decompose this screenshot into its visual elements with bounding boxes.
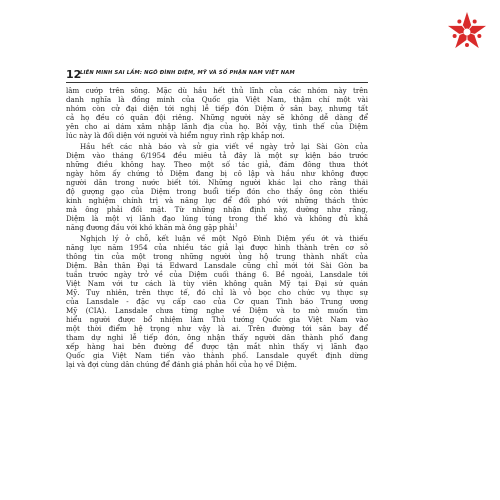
logo-dot xyxy=(453,34,457,38)
logo-dot xyxy=(477,34,481,38)
text-line: cả họ đều có quân đội riêng. Những người này sẽ không dễ dàng để xyxy=(66,113,368,122)
running-title: LIÊN MINH SAI LẦM: NGÔ ĐÌNH DIỆM, MỸ VÀ SỐ PHẬN NAM VIỆT NAM xyxy=(80,70,295,76)
footnote-mark: 1 xyxy=(234,223,238,229)
text-line: tuần trước ngày trở về của Diệm cuối tháng 6. Bề ngoài, Lansdale tới xyxy=(66,270,368,279)
text-line: Diệm. Bản thân Đại tá Edward Lansdale cũng chỉ mới tới Sài Gòn ba xyxy=(66,261,368,270)
text-line: danh nghĩa là đồng minh của Quốc gia Việt Nam, thậm chí một vài xyxy=(66,95,368,104)
text-line: năng lực năm 1954 của nhiều tác giả lại được hình thành trên cơ sở xyxy=(66,243,368,252)
page-header xyxy=(66,70,368,83)
text-line: lại và đợi cùng dân chúng để đánh giá phản hồi của họ về Diệm. xyxy=(66,360,297,369)
text-line: Việt Nam với tư cách là tùy viên không quân Mỹ tại Đại sứ quán xyxy=(66,279,368,288)
text-line: Quốc gia Việt Nam tiến vào thành phố. Lansdale quyết định dừng xyxy=(66,351,368,360)
text-line: của Lansdale - đặc vụ cấp cao của Cơ quan Tình báo Trung ương xyxy=(66,297,368,306)
text-line: xếp hàng hai bên đường để được tận mắt nhìn thấy vị lãnh đạo xyxy=(66,342,368,351)
text-line: Hầu hết các nhà báo và sử gia viết về ngày trở lại Sài Gòn của xyxy=(80,142,368,151)
logo-dot xyxy=(473,19,477,23)
logo-dot xyxy=(465,43,469,47)
text-line: Mỹ. Tuy nhiên, trên thực tế, đó chỉ là vỏ bọc cho chức vụ thực sự xyxy=(66,288,368,297)
text-line: lúc này là đối diện với người và hiểm nguy rình rập khắp nơi. xyxy=(66,131,285,140)
text-line: lâm cướp trên sông. Mặc dù hầu hết thủ lĩnh của các nhóm này trên xyxy=(66,86,368,95)
text-line: Diệm là một vị lãnh đạo lúng túng trong thế khó và không đủ khả xyxy=(66,214,368,223)
text-line: yên cho ai dám xâm nhập lãnh địa của họ. Bởi vậy, tình thế của Diệm xyxy=(66,122,368,131)
logo-center xyxy=(464,29,471,36)
text-line xyxy=(66,223,368,232)
text-line: hiểu người được bổ nhiệm làm Thủ tướng Quốc gia Việt Nam vào xyxy=(66,315,368,324)
text-line: tham dự nghi lễ tiếp đón, ông nhận thấy người dân thành phố đang xyxy=(66,333,368,342)
text-line: người dân trong nước biết tới. Những người khác lại cho rằng thái xyxy=(66,178,368,187)
text-line: những điều không hay. Theo một số tác giả, đám đông thưa thớt xyxy=(66,160,368,169)
text-line: kinh nghiệm chính trị và năng lực để đối phó với những thách thức xyxy=(66,196,368,205)
text-line: Mỹ (CIA). Lansdale chưa từng nghe về Diệm và to mò muốn tìm xyxy=(66,306,368,315)
text-line-content: năng đương đầu với khó khăn mà ông gặp phải xyxy=(66,223,235,232)
logo-dot xyxy=(457,19,461,23)
text-line: mà ông phải đối mặt. Từ những nhận định này, dường như rằng, xyxy=(66,205,368,214)
text-line: Diệm vào tháng 6/1954 đều miêu tả đây là một sự kiện báo trước xyxy=(66,151,368,160)
text-line: độ gượng gạo của Diệm trong buổi tiếp đón cho thấy ông còn thiếu xyxy=(66,187,368,196)
page-number: 12 xyxy=(66,68,82,81)
text-line: thông tin của một trong những người ủng hộ trung thành nhất của xyxy=(66,252,368,261)
red-star-flower-icon xyxy=(445,10,489,54)
text-line: một thời điểm hệ trọng như vậy là ai. Trên đường tới sân bay để xyxy=(66,324,368,333)
text-line: ngày hôm ấy chứng tỏ Diệm đang bị cô lập và hầu như không được xyxy=(66,169,368,178)
text-line: Nghịch lý ở chỗ, kết luận về một Ngô Đình Diệm yếu ớt và thiếu xyxy=(80,234,368,243)
text-line: nhóm còn cử đại diện tới nghị lễ tiếp đón Diệm ở sân bay, nhưng tất xyxy=(66,104,368,113)
